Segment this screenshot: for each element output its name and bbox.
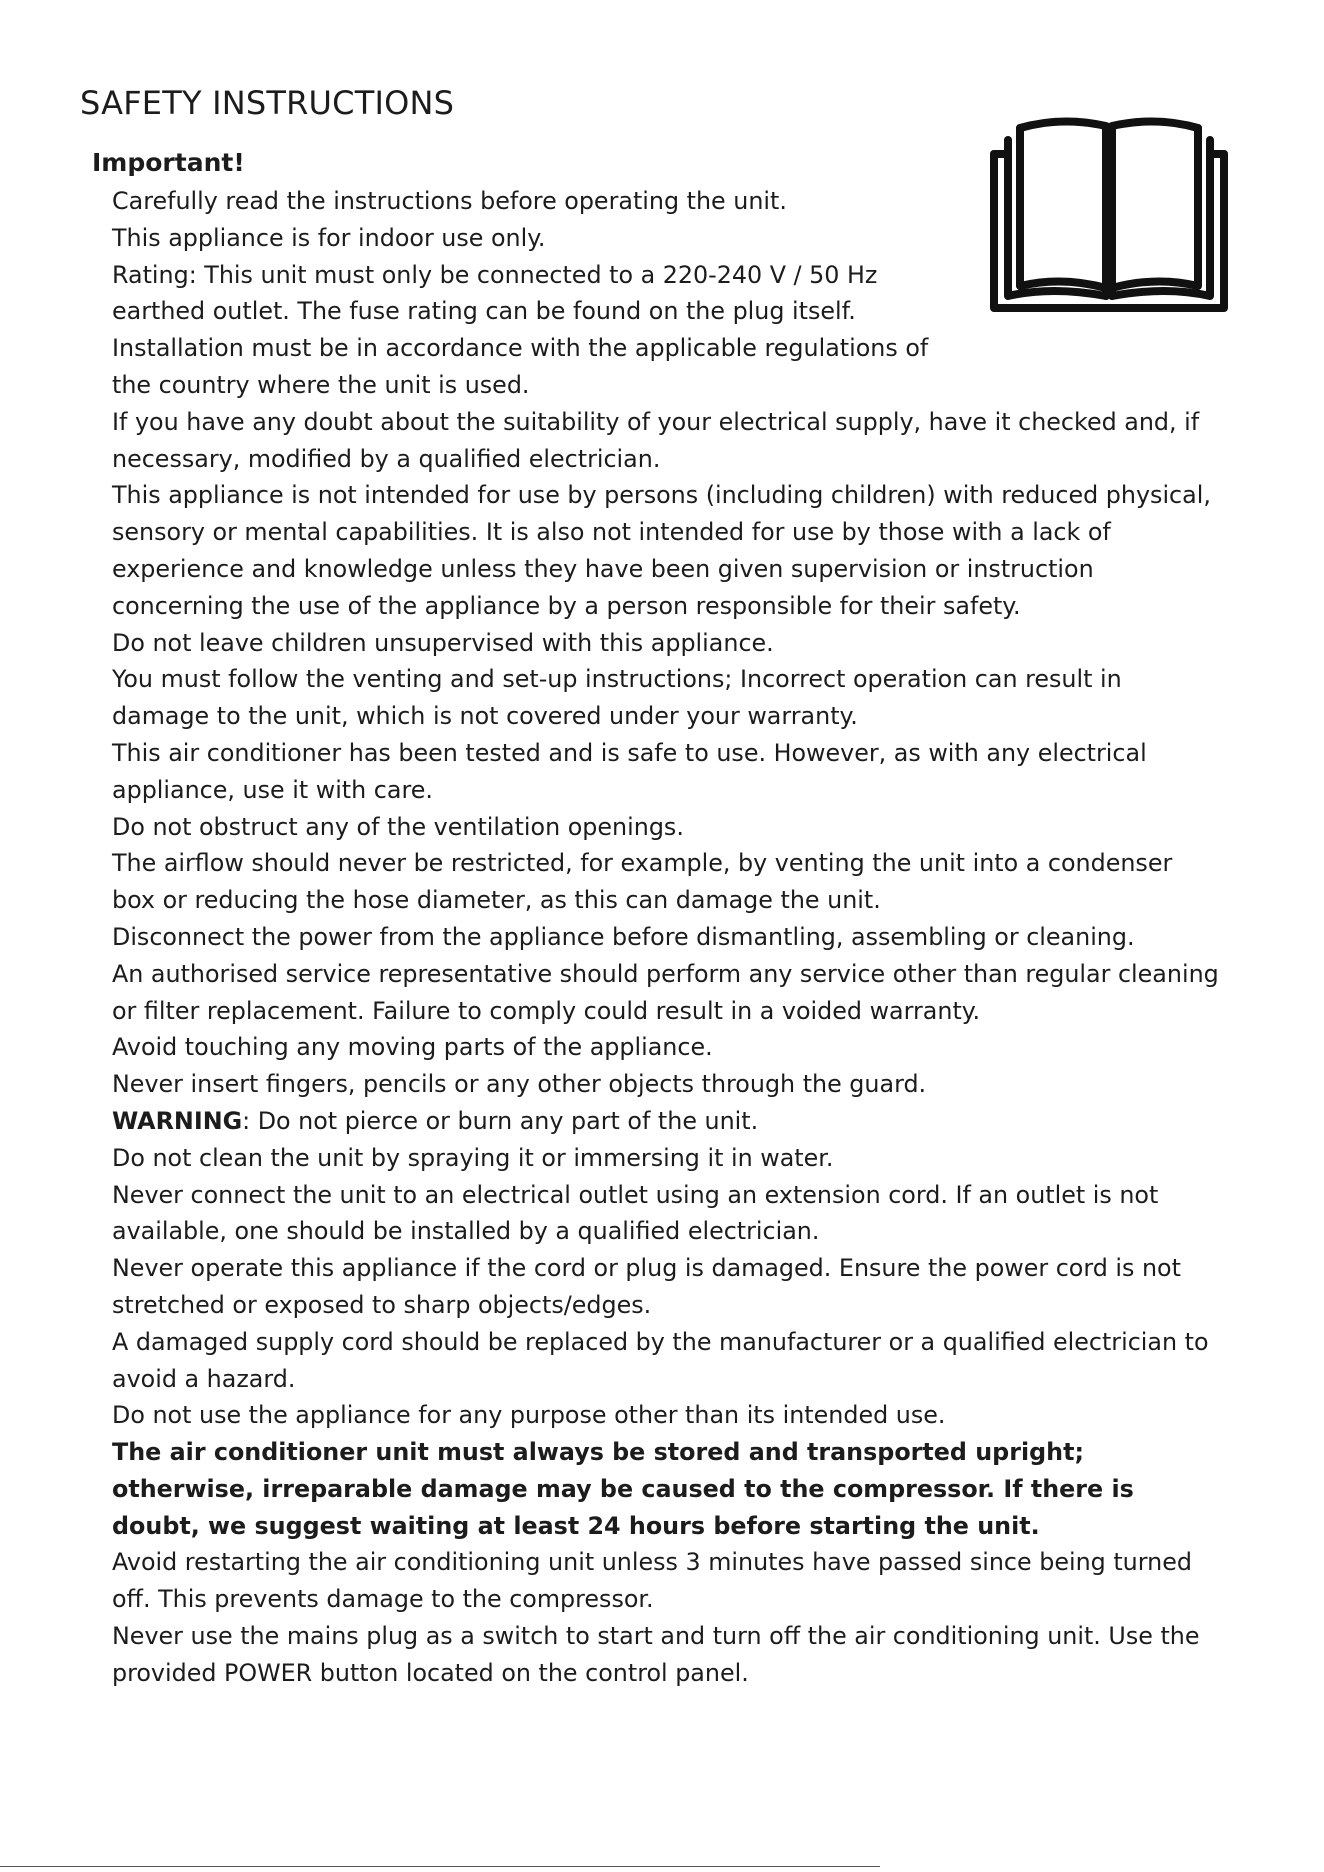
list-item: Avoid restarting the air conditioning unit unless 3 minutes have passed since being turned off. This prevents damage to the compressor. — [112, 1548, 1192, 1614]
list-item: The airflow should never be restricted, for example, by venting the unit into a condenser box or reducing the hose diameter, as this can damage the unit. — [112, 849, 1173, 915]
list-item: A damaged supply cord should be replaced by the manufacturer or a qualified electrician to avoid a hazard. — [112, 1327, 1209, 1393]
list-item: Do not use the appliance for any purpose other than its intended use. — [112, 1401, 946, 1430]
warning-text: : Do not pierce or burn any part of the unit. — [242, 1106, 759, 1135]
important-heading: Important! — [92, 148, 245, 177]
list-item: Do not leave children unsupervised with this appliance. — [112, 628, 774, 657]
list-item: Never insert fingers, pencils or any other objects through the guard. — [112, 1070, 927, 1099]
list-item: Disconnect the power from the appliance before dismantling, assembling or cleaning. — [112, 922, 1135, 951]
list-item: Installation must be in accordance with the applicable regulations of the country where the unit is used. — [112, 334, 929, 399]
list-item: Avoid touching any moving parts of the appliance. — [112, 1033, 713, 1062]
list-item: If you have any doubt about the suitability of your electrical supply, have it checked and, if necessary, modified by a qualified electrician. — [112, 407, 1200, 473]
list-item: Never connect the unit to an electrical outlet using an extension cord. If an outlet is not available, one should be installed by a qualified electrician. — [112, 1180, 1159, 1246]
list-item: Never use the mains plug as a switch to start and turn off the air conditioning unit. Use the provided POWER button located on the control panel. — [112, 1622, 1200, 1687]
list-item: This appliance is for indoor use only. — [112, 223, 546, 252]
warning-label: WARNING — [112, 1106, 243, 1135]
upright-storage-warning: The air conditioner unit must always be stored and transported upright; otherwise, irreparable damage may be caused to the compressor. If there is doubt, we suggest waiting at least 24 hours before starting the unit. — [112, 1438, 1134, 1540]
list-item: Do not obstruct any of the ventilation openings. — [112, 812, 684, 841]
list-item: An authorised service representative should perform any service other than regular cleaning or filter replacement. Failure to comply could result in a voided warranty. — [112, 959, 1219, 1025]
list-item: Never operate this appliance if the cord or plug is damaged. Ensure the power cord is not stretched or exposed to sharp objects/edges. — [112, 1254, 1181, 1319]
page-title: SAFETY INSTRUCTIONS — [80, 84, 455, 122]
list-item: This appliance is not intended for use by persons (including children) with reduced physical, sensory or mental capabilities. It is also not intended for use by those with a lack of experience and knowledge unless they have been given supervision or instruction concerning the use of the appliance by a person responsible for their safety. — [112, 481, 1211, 620]
safety-instruction-list — [112, 183, 1220, 1692]
list-item: Rating: This unit must only be connected to a 220-240 V / 50 Hz earthed outlet. The fuse rating can be found on the plug itself. — [112, 260, 878, 326]
list-item: Do not clean the unit by spraying it or immersing it in water. — [112, 1143, 834, 1172]
list-item: You must follow the venting and set-up instructions; Incorrect operation can result in damage to the unit, which is not covered under your warranty. — [112, 665, 1122, 731]
footer-divider — [0, 1866, 880, 1867]
list-item: This air conditioner has been tested and is safe to use. However, as with any electrical appliance, use it with care. — [112, 738, 1147, 804]
list-item: Carefully read the instructions before operating the unit. — [112, 187, 787, 215]
warning-item — [112, 1103, 1220, 1140]
